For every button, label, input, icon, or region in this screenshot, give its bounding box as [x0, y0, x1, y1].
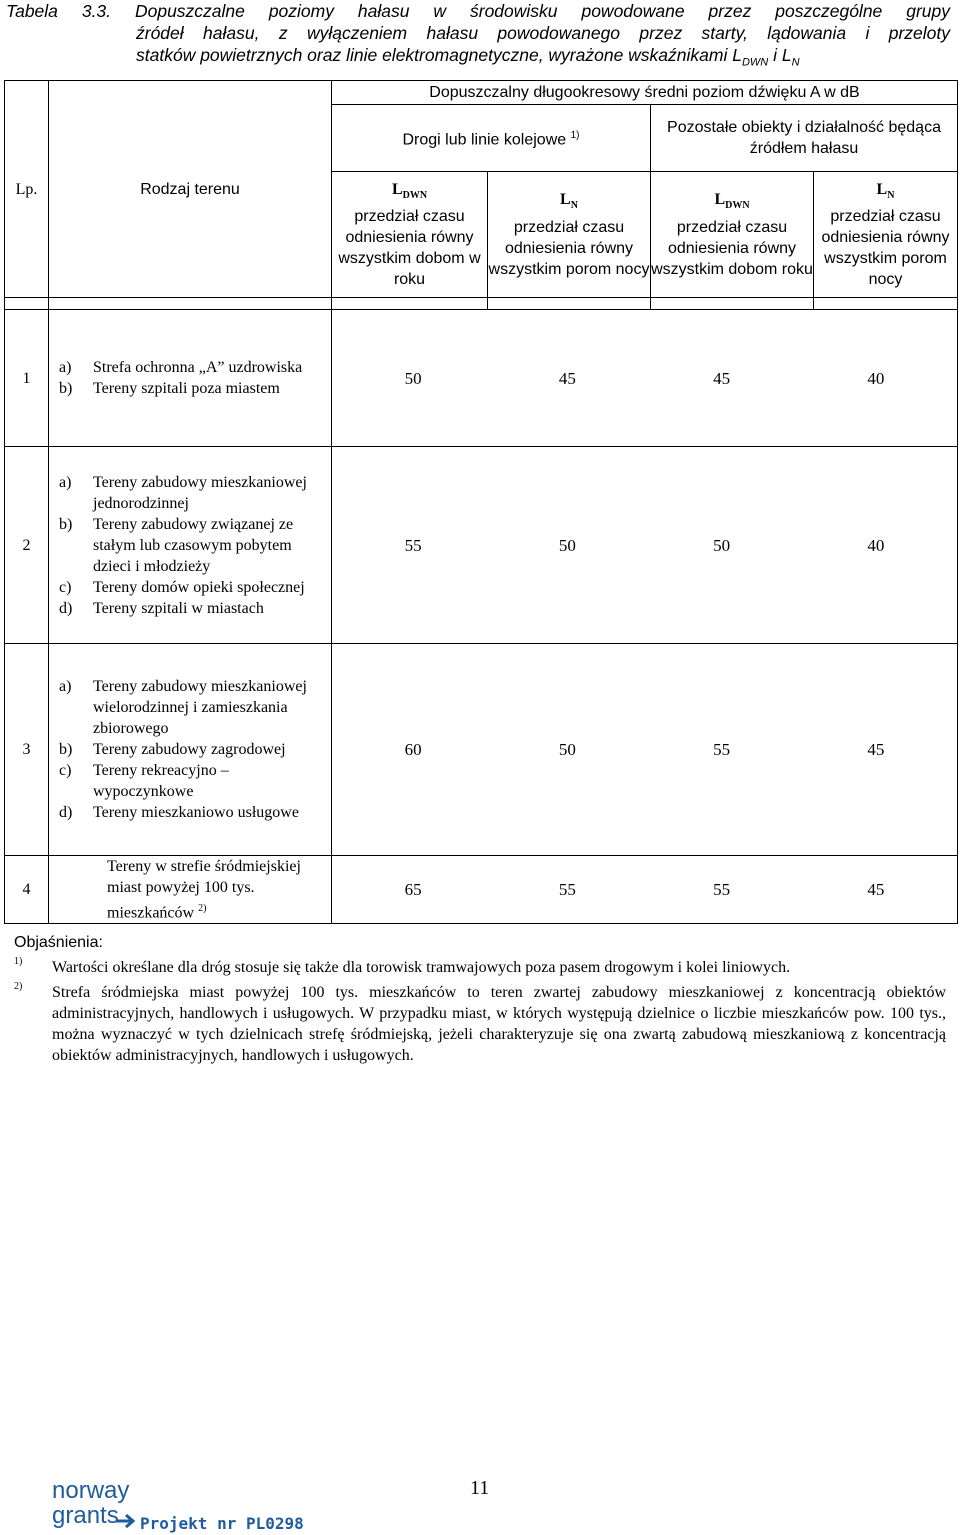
value-cell: 40	[867, 535, 885, 555]
item-text: Tereny szpitali poza miastem	[93, 380, 280, 397]
header-col-1: $L_{DWN}$ przedział czasu odniesienia równy wszystkim dobom w roku	[332, 172, 488, 298]
list-item	[59, 760, 331, 802]
page-number: 11	[470, 1477, 490, 1499]
list-item	[59, 357, 331, 378]
header-drogi	[332, 105, 651, 172]
table-row	[5, 856, 958, 924]
caption-line-3	[6, 44, 950, 74]
item-mark: a)	[59, 359, 72, 376]
row-1-values	[332, 310, 958, 447]
value-cell: 50	[558, 740, 576, 759]
item-text: Tereny rekreacyjno – wypoczynkowe	[93, 762, 229, 800]
col-1-desc: przedział czasu odniesienia równy wszystkim dobom w roku	[338, 208, 481, 289]
item-text: Tereny zabudowy mieszkaniowej jednorodzinnej	[93, 473, 307, 512]
caption-line-1: Tabela 3.3. Dopuszczalne poziomy hałasu w środowisku powodowane przez poszczególne grupy	[6, 1, 950, 21]
item-text: Tereny mieszkaniowo usługowe	[93, 804, 299, 821]
row-4-note: 2)	[198, 903, 207, 914]
table-row	[5, 644, 958, 856]
caption-sub-dwn: DWN	[741, 56, 769, 69]
logo-line-2: grants	[52, 1502, 119, 1529]
value-cell: 65	[404, 880, 422, 900]
value-cell: 55	[404, 535, 422, 555]
row-3-values	[332, 644, 958, 856]
row-1-lp: 1	[5, 310, 49, 447]
list-item	[59, 378, 331, 399]
header-pozostale: Pozostałe obiekty i działalność będąca źródłem hałasu	[651, 105, 958, 172]
list-item	[59, 472, 331, 514]
caption-sub-n: N	[791, 56, 800, 69]
item-mark: b)	[59, 741, 73, 758]
project-number: Projekt nr PL0298	[140, 1514, 304, 1533]
table-row	[5, 310, 958, 447]
caption-line-3-mid: i L	[768, 45, 792, 65]
list-item	[59, 676, 331, 739]
item-mark: d)	[59, 599, 73, 617]
item-text: Tereny szpitali w miastach	[93, 599, 264, 617]
value-cell: 55	[558, 880, 576, 900]
list-item	[59, 577, 331, 598]
col-3-sub: DWN	[725, 200, 750, 212]
row-4-terrain	[49, 856, 332, 924]
row-3-lp: 3	[5, 644, 49, 856]
header-col-4: $L_N$ przedział czasu odniesienia równy wszystkim porom nocy	[814, 172, 958, 298]
notes-heading: Objaśnienia:	[14, 934, 103, 951]
list-item	[59, 598, 331, 619]
value-cell: 45	[867, 740, 885, 759]
value-cell: 50	[713, 535, 731, 555]
header-col-2: $L_N$ przedział czasu odniesienia równy wszystkim porom nocy	[488, 172, 651, 298]
value-cell: 45	[867, 880, 885, 900]
value-cell: 40	[867, 368, 885, 388]
list-item	[59, 739, 331, 760]
item-mark: c)	[59, 762, 72, 779]
list-item	[59, 802, 331, 823]
note-mark: 2)	[14, 981, 23, 992]
header-drogi-note: 1)	[570, 130, 580, 142]
logo-line-1: norway	[52, 1477, 130, 1504]
header-group: Dopuszczalny długookresowy średni poziom dźwięku A w dB	[332, 81, 958, 105]
header-rodzaj-terenu: Rodzaj terenu	[49, 81, 332, 298]
row-3-terrain	[49, 644, 332, 856]
row-4-lp: 4	[5, 856, 49, 924]
col-4-desc: przedział czasu odniesienia równy wszystkim porom nocy	[821, 208, 950, 289]
note-text: Wartości określane dla dróg stosuje się także dla torowisk tramwajowych poza pasem drogowym i kolei liniowych.	[52, 959, 791, 976]
row-2-lp: 2	[5, 447, 49, 644]
value-cell: 45	[713, 368, 731, 388]
item-mark: a)	[59, 678, 72, 695]
item-text: Tereny zabudowy związanej ze stałym lub czasowym pobytem dzieci i młodzieży	[93, 515, 294, 575]
row-1-terrain	[49, 310, 332, 447]
col-2-desc: przedział czasu odniesienia równy wszystkim porom nocy	[488, 218, 650, 278]
value-cell: 50	[404, 368, 422, 388]
list-item	[59, 514, 331, 577]
note-text: Strefa śródmiejska miast powyżej 100 tys. mieszkańców to teren zwartej zabudowy mieszkaniowej z koncentracją obiektów administracyjnych, handlowych i usługowych. W przypadku miast, w których występują dzielnice o liczbie mieszkańców pow. 100 tys., można wyznaczyć w tych dzielnicach strefę śródmiejską, jeżeli charakteryzuje się ona zwartą zabudową mieszkaniową z koncentracją obiektów administracyjnych, handlowych i usługowych.	[52, 984, 946, 1064]
col-4-sub: N	[887, 190, 895, 202]
value-cell: 55	[713, 740, 731, 759]
col-1-sub: DWN	[402, 190, 428, 202]
item-text: Tereny zabudowy zagrodowej	[93, 741, 286, 758]
row-4-values	[332, 856, 958, 924]
note-1	[14, 957, 946, 978]
note-mark: 1)	[14, 956, 23, 967]
caption-line-3-text: statków powietrznych oraz linie elektromagnetyczne, wyrażone wskaźnikami L	[136, 45, 742, 65]
notes-section	[14, 932, 946, 1066]
item-text: Strefa ochronna „A” uzdrowiska	[93, 359, 303, 376]
table-row	[5, 447, 958, 644]
row-2-values	[332, 447, 958, 644]
table-caption	[6, 0, 950, 74]
header-col-3: $L_{DWN}$ przedział czasu odniesienia równy wszystkim dobom roku	[651, 172, 814, 298]
header-drogi-label: Drogi lub linie kolejowe	[402, 131, 567, 149]
col-3-desc: przedział czasu odniesienia równy wszystkim dobom roku	[651, 218, 813, 278]
noise-levels-table	[4, 80, 958, 924]
item-mark: d)	[59, 804, 73, 821]
header-lp: Lp.	[5, 81, 49, 298]
item-text: Tereny w strefie śródmiejskiej miast powyżej 100 tys. mieszkańców	[107, 858, 301, 922]
value-cell: 55	[713, 880, 731, 900]
arrow-icon	[114, 1512, 140, 1530]
item-mark: a)	[59, 473, 72, 491]
item-mark: c)	[59, 578, 72, 596]
caption-line-2: źródeł hałasu, z wyłączeniem hałasu powodowanego przez starty, lądowania i przeloty	[136, 23, 950, 43]
note-2	[14, 982, 946, 1066]
item-mark: b)	[59, 515, 73, 533]
row-2-terrain	[49, 447, 332, 644]
item-text: Tereny zabudowy mieszkaniowej wielorodzinnej i zamieszkania zbiorowego	[93, 678, 307, 737]
value-cell: 50	[558, 535, 576, 555]
item-mark: b)	[59, 380, 73, 397]
value-cell: 60	[404, 740, 422, 759]
col-2-sub: N	[570, 200, 578, 212]
item-text: Tereny domów opieki społecznej	[93, 578, 305, 596]
value-cell: 45	[558, 368, 576, 388]
